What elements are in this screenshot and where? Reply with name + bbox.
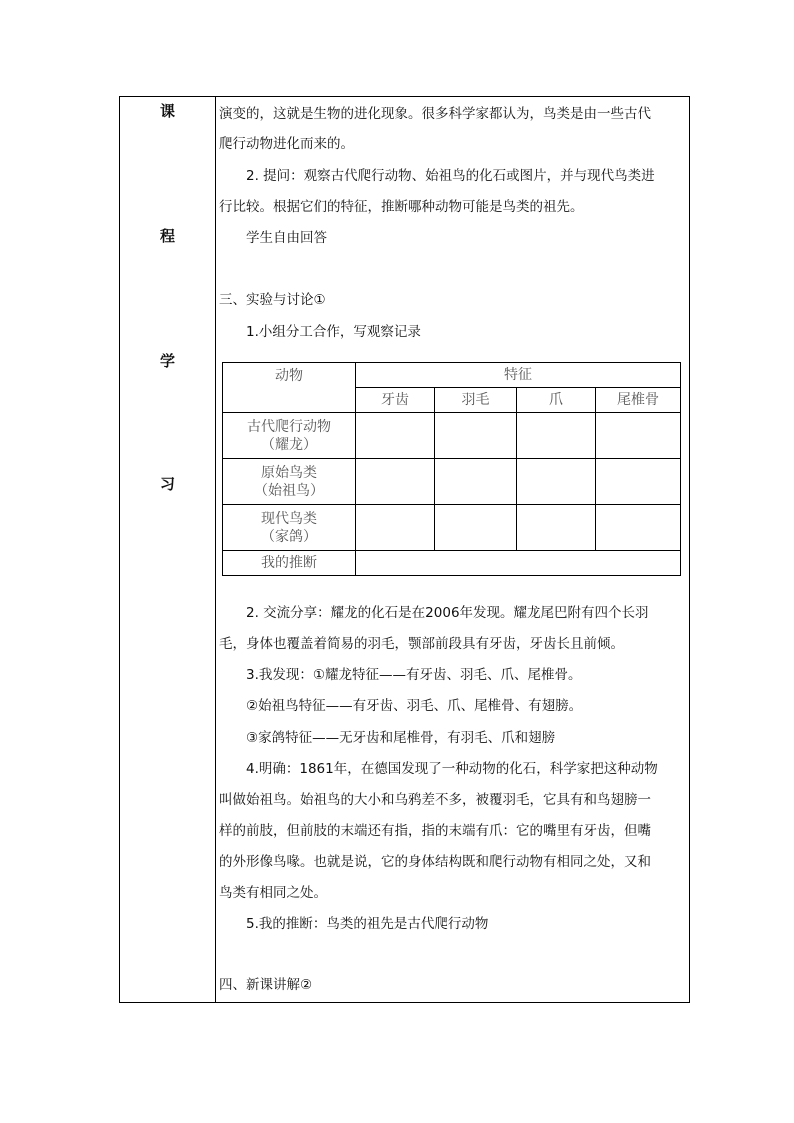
side-label-ke: 课 [160, 102, 176, 120]
table-cell[interactable] [596, 459, 681, 505]
conclusion-label: 我的推断 [223, 551, 356, 576]
table-cell[interactable] [356, 505, 435, 551]
paragraph-line: 演变的，这就是生物的进化现象。很多科学家都认为，鸟类是由一些古代 [219, 106, 651, 122]
inference-line: 5.我的推断：鸟类的祖先是古代爬行动物 [246, 916, 489, 932]
animal-row-label: 原始鸟类 （始祖鸟） [223, 459, 356, 505]
side-label-xi: 习 [160, 475, 176, 493]
table-cell[interactable] [596, 413, 681, 459]
feature-feathers: 羽毛 [435, 388, 517, 413]
finding-line: ③家鸽特征——无牙齿和尾椎骨，有羽毛、爪和翅膀 [246, 730, 556, 746]
table-cell[interactable] [435, 459, 517, 505]
feature-claws: 爪 [517, 388, 596, 413]
table-cell[interactable] [517, 459, 596, 505]
paragraph-line: 叫做始祖鸟。始祖鸟的大小和乌鸦差不多，被覆羽毛，它具有和鸟翅膀一 [219, 792, 651, 808]
table-cell[interactable] [356, 459, 435, 505]
paragraph-line: 样的前肢，但前肢的末端还有指，指的末端有爪：它的嘴里有牙齿，但嘴 [219, 823, 651, 839]
header-feature: 特征 [356, 363, 681, 388]
table-cell[interactable] [596, 505, 681, 551]
observation-instruction: 1.小组分工合作，写观察记录 [246, 324, 421, 340]
conclusion-cell[interactable] [356, 551, 681, 576]
observation-table [222, 362, 681, 576]
section-heading-3: 三、实验与讨论① [219, 292, 326, 308]
animal-row-label: 现代鸟类 （家鸽） [223, 505, 356, 551]
paragraph-line: 鸟类有相同之处。 [219, 885, 327, 901]
feature-teeth: 牙齿 [356, 388, 435, 413]
finding-line: 3.我发现：①耀龙特征——有牙齿、羽毛、爪、尾椎骨。 [246, 667, 582, 683]
paragraph-line: 4.明确：1861年，在德国发现了一种动物的化石，科学家把这种动物 [246, 761, 658, 777]
table-cell[interactable] [356, 413, 435, 459]
table-cell[interactable] [435, 413, 517, 459]
paragraph-line: 行比较。根据它们的特征，推断哪种动物可能是鸟类的祖先。 [219, 199, 584, 215]
paragraph-line: 的外形像鸟喙。也就是说，它的身体结构既和爬行动物有相同之处，又和 [219, 854, 651, 870]
paragraph-line: 爬行动物进化而来的。 [219, 136, 354, 152]
feature-tail-vertebrae: 尾椎骨 [596, 388, 681, 413]
table-cell[interactable] [517, 505, 596, 551]
side-label-xue: 学 [160, 352, 176, 370]
question-prompt: 2. 提问：观察古代爬行动物、始祖鸟的化石或图片，并与现代鸟类进 [246, 168, 655, 184]
paragraph-line: 毛，身体也覆盖着简易的羽毛，颚部前段具有牙齿，牙齿长且前倾。 [219, 636, 624, 652]
column-divider [215, 96, 216, 1003]
side-label-cheng: 程 [160, 227, 176, 245]
paragraph-line: 2. 交流分享：耀龙的化石是在2006年发现。耀龙尾巴附有四个长羽 [246, 605, 649, 621]
section-heading-4: 四、新课讲解② [219, 977, 313, 993]
student-answer-note: 学生自由回答 [246, 230, 327, 246]
table-cell[interactable] [517, 413, 596, 459]
animal-row-label: 古代爬行动物 （耀龙） [223, 413, 356, 459]
finding-line: ②始祖鸟特征——有牙齿、羽毛、爪、尾椎骨、有翅膀。 [246, 698, 583, 714]
table-cell[interactable] [435, 505, 517, 551]
header-animal: 动物 [223, 363, 356, 413]
